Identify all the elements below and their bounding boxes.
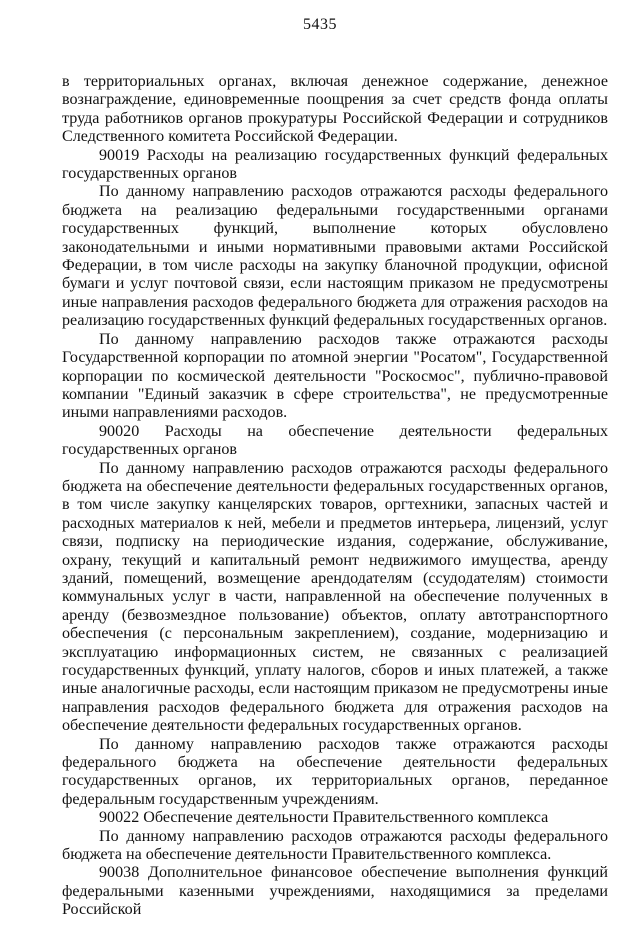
page-number: 5435 (303, 16, 337, 33)
section-heading-90038: 90038 Дополнительное финансовое обеспечение выполнения функций федеральными казенными учреждениями, находящимися за пределами Российской (62, 864, 608, 919)
paragraph-continuation: в территориальных органах, включая денежное содержание, денежное вознаграждение, единовременные поощрения за счет средств фонда оплаты труда работников органов прокуратуры Российской Федерации и сотрудников Следственного комитета Российской Федерации. (62, 73, 608, 146)
paragraph: По данному направлению расходов также отражаются расходы Государственной корпорации по атомной энергии "Росатом", Государственной корпорации по космической деятельности "Роскосмос", публично-правовой компании "Единый заказчик в сфере строительства", не предусмотренные иными направлениями расходов. (62, 330, 608, 422)
paragraph: По данному направлению расходов отражаются расходы федерального бюджета на обеспечение деятельности Правительственного комплекса. (62, 827, 608, 864)
paragraph: По данному направлению расходов отражаются расходы федерального бюджета на обеспечение деятельности федеральных государственных органов, в том числе закупку канцелярских товаров, оргтехники, запасных частей и расходных материалов к ней, мебели и предметов интерьера, лицензий, услуг связи, подписку на периодические издания, содержание, обслуживание, охрану, текущий и капитальный ремонт недвижимого имущества, аренду зданий, помещений, возмещение арендодателям (ссудодателям) стоимости коммунальных услуг в части, направленной на обеспечение полученных в аренду (безвозмездное пользование) объектов, оплату автотранспортного обеспечения (с персональным закреплением), создание, модернизацию и эксплуатацию информационных систем, не связанных с реализацией государственных функций, уплату налогов, сборов и иных платежей, а также иные аналогичные расходы, если настоящим приказом не предусмотрены иные направления расходов федерального бюджета для отражения расходов на обеспечение деятельности федеральных государственных органов. (62, 459, 608, 735)
paragraph: По данному направлению расходов отражаются расходы федерального бюджета на реализацию федеральными государственными органами государственных функций, выполнение которых обусловлено законодательными и иными нормативными правовыми актами Российской Федерации, в том числе расходы на закупку бланочной продукции, офисной бумаги и услуг почтовой связи, если настоящим приказом не предусмотрены иные направления расходов федерального бюджета для отражения расходов на реализацию государственных функций федеральных государственных органов. (62, 183, 608, 330)
section-heading-90022: 90022 Обеспечение деятельности Правительственного комплекса (99, 809, 549, 827)
paragraph: По данному направлению расходов также отражаются расходы федерального бюджета на обеспечение деятельности федеральных государственных органов, их территориальных органов, переданное федеральным государственным учреждениям. (62, 735, 608, 808)
section-heading-90019: 90019 Расходы на реализацию государственных функций федеральных государственных органов (62, 146, 608, 183)
section-heading-90020: 90020 Расходы на обеспечение деятельности федеральных государственных органов (62, 422, 608, 459)
document-body (62, 73, 608, 920)
